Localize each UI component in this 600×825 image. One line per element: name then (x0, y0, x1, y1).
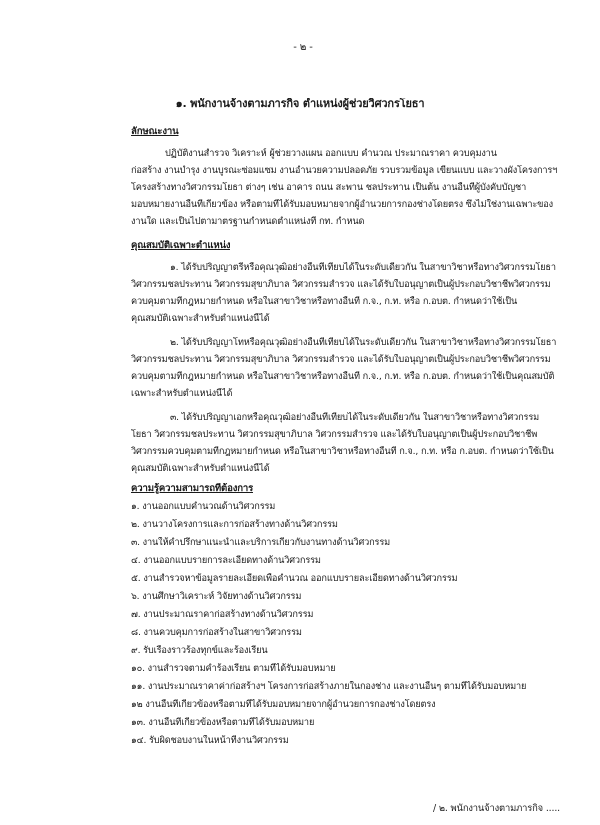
skill-item: ๓. งานให้คำปรึกษาแนะนำและบริการเกี่ยวกับงานทางด้านวิศวกรรม (131, 537, 391, 548)
skill-item: ๑๐. งานสำรวจตามคำร้องเรียน ตามที่ได้รับมอบหมาย (131, 663, 336, 674)
qualification-line: วิศวกรรมชลประทาน วิศวกรรมสุขาภิบาล วิศวกรรมสำรวจ และได้รับใบอนุญาตเป็นผู้ประกอบวิชาชีพวิศวกรรม (131, 354, 551, 365)
skill-item: ๗. งานประมาณราคาก่อสร้างทางด้านวิศวกรรม (131, 609, 314, 620)
qualification-line: คุณสมบัติเฉพาะสำหรับตำแหน่งนี้ได้ (131, 463, 270, 474)
skill-item: ๘. งานควบคุมการก่อสร้างในสาขาวิศวกรรม (131, 627, 302, 638)
qualification-line: วิศวกรรมชลประทาน วิศวกรรมสุขาภิบาล วิศวกรรมสำรวจ และได้รับใบอนุญาตเป็นผู้ประกอบวิชาชีพวิศวกรรม (131, 279, 551, 290)
skills-heading: ความรู้ความสามารถที่ต้องการ (131, 483, 254, 494)
qualification-line: คุณสมบัติเฉพาะสำหรับตำแหน่งนี้ได้ (131, 313, 270, 324)
qualification-line: ควบคุมตามที่กฎหมายกำหนด หรือในสาขาวิชาหรือทางอื่นที่ ก.จ., ก.ท. หรือ ก.อบต. กำหนดว่าใช้เป็นคุณสมบัติ (131, 371, 555, 382)
skill-item: ๑. งานออกแบบคำนวณด้านวิศวกรรม (131, 501, 276, 512)
qualification-line: ควบคุมตามที่กฎหมายกำหนด หรือในสาขาวิชาหรือทางอื่นที่ ก.จ., ก.ท. หรือ ก.อบต. กำหนดว่าใช้เป็น (131, 296, 518, 307)
page-number: - ๒ - (293, 42, 313, 53)
skill-item: ๔. งานออกแบบรายการละเอียดทางด้านวิศวกรรม (131, 555, 321, 566)
qualification-line: ๒. ได้รับปริญญาโทหรือคุณวุฒิอย่างอื่นที่เทียบได้ในระดับเดียวกัน ในสาขาวิชาหรือทางวิศวกรรมโยธา (170, 337, 557, 348)
skill-item: ๙. รับเรื่องราวร้องทุกข์และร้องเรียน (131, 645, 268, 656)
job-nature-heading: ลักษณะงาน (131, 126, 179, 137)
skill-item: ๑๓. งานอื่นที่เกี่ยวข้องหรือตามที่ได้รับมอบหมาย (131, 717, 315, 728)
job-nature-line: ปฏิบัติงานสำรวจ วิเคราะห์ ผู้ช่วยวางแผน ออกแบบ คำนวณ ประมาณราคา ควบคุมงาน (165, 148, 497, 159)
qualifications-heading: คุณสมบัติเฉพาะตำแหน่ง (131, 240, 231, 251)
job-nature-line: โครงสร้างทางวิศวกรรมโยธา ต่างๆ เช่น อาคาร ถนน สะพาน ชลประทาน เป็นต้น งานอื่นที่ผู้บังคับบัญชา (131, 182, 527, 193)
qualification-line: โยธา วิศวกรรมชลประทาน วิศวกรรมสุขาภิบาล วิศวกรรมสำรวจ และได้รับใบอนุญาตเป็นผู้ประกอบวิชาชีพ (131, 429, 538, 440)
skill-item: ๑๔. รับผิดชอบงานในหน้าที่งานวิศวกรรม (131, 735, 289, 746)
qualification-line: ๓. ได้รับปริญญาเอกหรือคุณวุฒิอย่างอื่นที่เทียบได้ในระดับเดียวกัน ในสาขาวิชาหรือทางวิศวกรรม (170, 412, 540, 423)
qualification-line: วิศวกรรมควบคุมตามที่กฎหมายกำหนด หรือในสาขาวิชาหรือทางอื่นที่ ก.จ., ก.ท. หรือ ก.อบต. กำหนดว่าใช้เป็น (131, 446, 554, 457)
skill-item: ๒. งานวางโครงการและการก่อสร้างทางด้านวิศวกรรม (131, 519, 338, 530)
qualification-line: เฉพาะสำหรับตำแหน่งนี้ได้ (131, 388, 233, 399)
skill-item: ๕. งานสำรวจหาข้อมูลรายละเอียดเพื่อคำนวณ ออกแบบรายละเอียดทางด้านวิศวกรรม (131, 573, 458, 584)
job-nature-line: ก่อสร้าง งานบำรุง งานบูรณะซ่อมแซม งานอำนวยความปลอดภัย รวบรวมข้อมูล เขียนแบบ และวางผังโครงการฯ (131, 165, 558, 176)
job-nature-line: มอบหมายงานอื่นที่เกี่ยวข้อง หรือตามที่ได้รับมอบหมายจากผู้อำนวยการกองช่างโดยตรง ซึ่งไม่ใช่งานเฉพาะของ (131, 199, 554, 210)
qualification-line: ๑. ได้รับปริญญาตรีหรือคุณวุฒิอย่างอื่นที่เทียบได้ในระดับเดียวกัน ในสาขาวิชาหรือทางวิศวกรรมโยธา (170, 262, 556, 273)
job-nature-line: งานใด และเป็นไปตามาตรฐานกำหนดตำแหน่งที่ กท. กำหนด (131, 216, 365, 227)
position-title: ๑. พนักงานจ้างตามภารกิจ ตำแหน่งผู้ช่วยวิศวกรโยธา (175, 98, 425, 110)
skill-item: ๖. งานศึกษาวิเคราะห์ วิจัยทางด้านวิศวกรรม (131, 591, 302, 602)
continuation-note: / ๒. พนักงานจ้างตามภารกิจ ..... (433, 803, 560, 814)
skill-item: ๑๑. งานประมาณราคาค่าก่อสร้างฯ โครงการก่อสร้างภายในกองช่าง และงานอื่นๆ ตามที่ได้รับมอบหมาย (131, 681, 527, 692)
skill-item: ๑๒ งานอื่นที่เกี่ยวข้องหรือตามที่ได้รับมอบหมายจากผู้อำนวยการกองช่างโดยตรง (131, 699, 436, 710)
